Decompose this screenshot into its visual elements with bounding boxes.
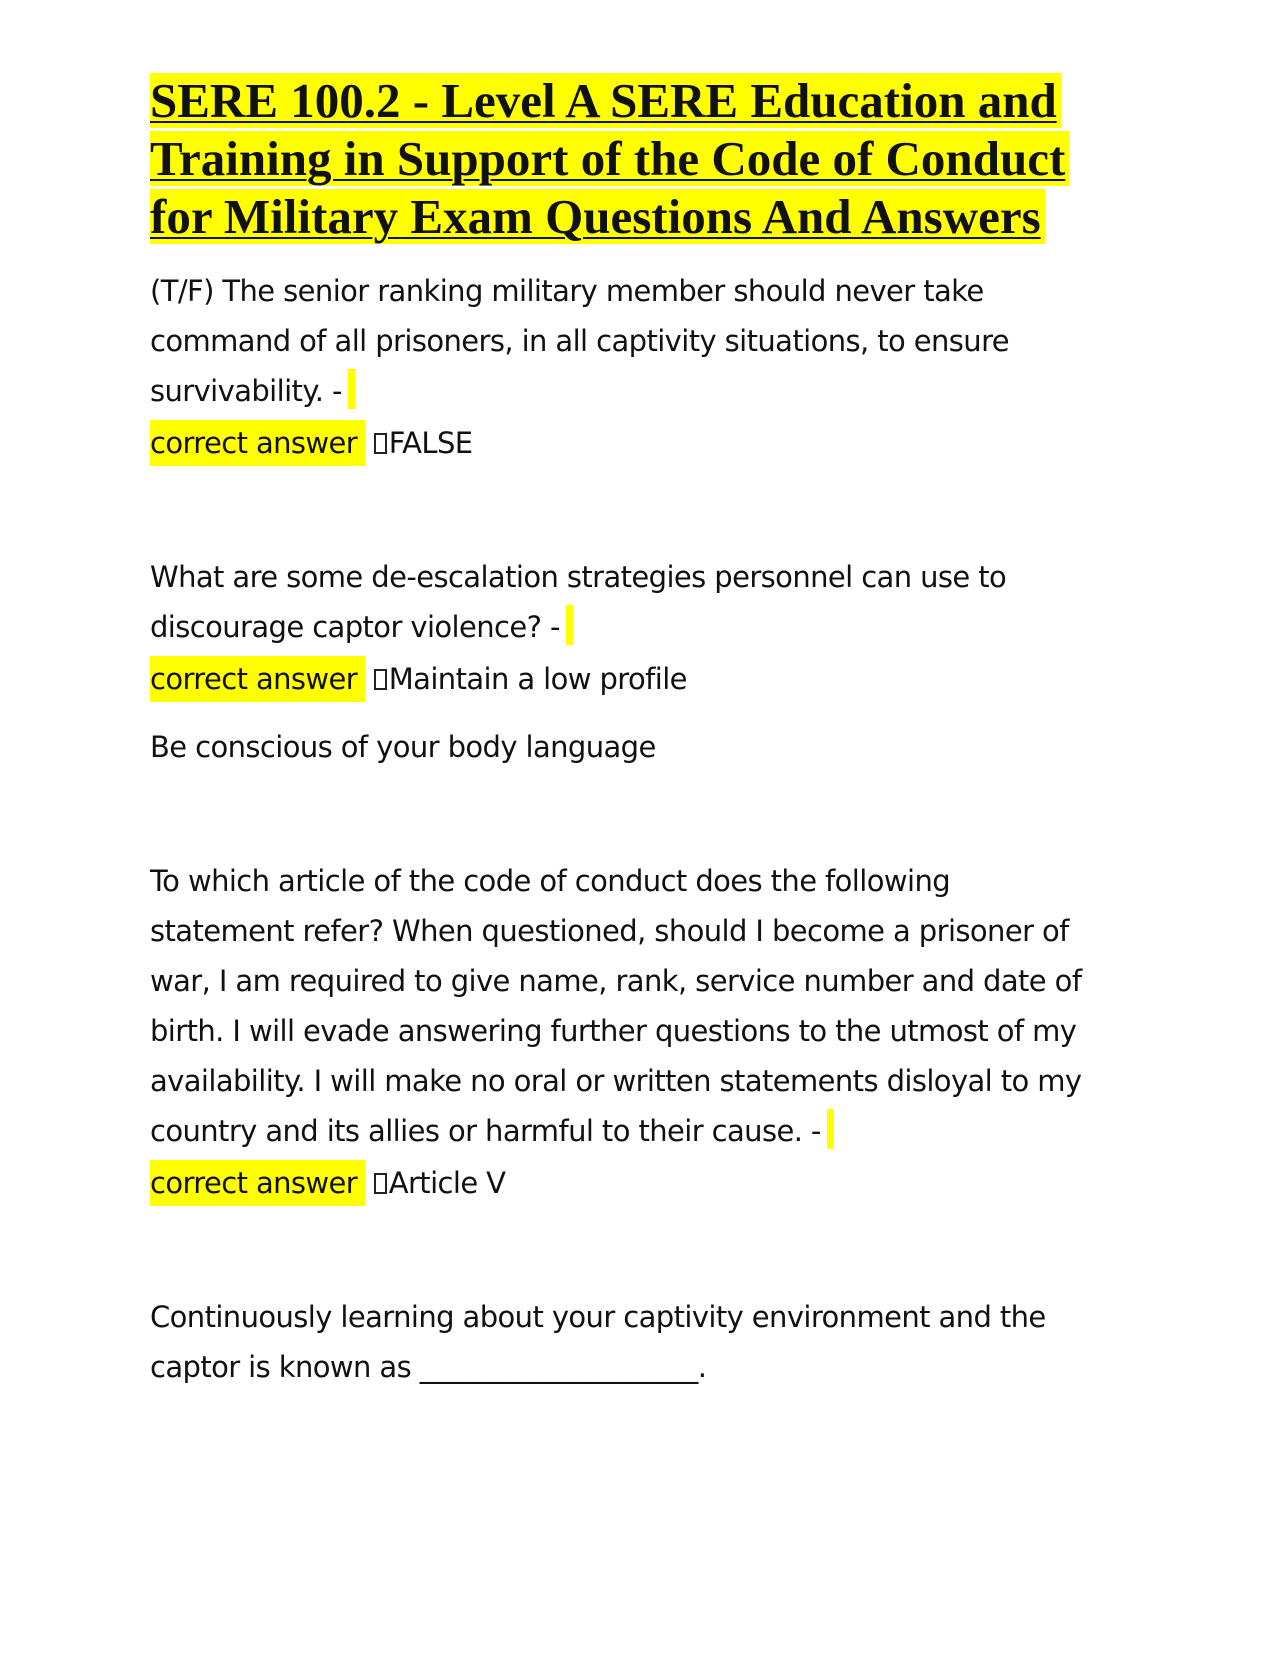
question-1-line-3: survivability. - [150,374,342,408]
question-4-line-1: Continuously learning about your captivity environment and the [150,1300,1046,1334]
question-3-line-2: statement refer? When questioned, should I become a prisoner of [150,914,1069,948]
question-2-line-2: discourage captor violence? - [150,610,560,644]
answer-label: correct answer [150,420,365,466]
question-3-line-4: birth. I will evade answering further questions to the utmost of my [150,1014,1077,1048]
missing-glyph-icon [374,433,387,454]
answer-3 [150,1158,1150,1208]
highlight-marker [827,1109,834,1149]
document-page [150,72,1150,1392]
title-line-1: SERE 100.2 - Level A SERE Education and [150,73,1061,128]
document-title [150,72,1150,246]
missing-glyph-icon [374,1173,387,1194]
qa-item-2 [150,552,1150,772]
highlight-marker [566,605,573,645]
answer-label: correct answer [150,1160,365,1206]
answer-label: correct answer [150,656,365,702]
answer-2 [150,654,1150,704]
answer-2-text: Maintain a low profile [388,662,687,696]
spacer [150,468,1150,552]
question-4-line-2: captor is known as ____________________. [150,1350,707,1384]
title-line-2: Training in Support of the Code of Conduct [150,131,1069,186]
spacer [150,1208,1150,1292]
qa-item-3 [150,856,1150,1208]
question-1-line-2: command of all prisoners, in all captivity situations, to ensure [150,324,1010,358]
answer-1-text: FALSE [388,426,473,460]
question-1 [150,266,1150,416]
qa-list [150,266,1150,1392]
question-2 [150,552,1150,652]
answer-2-extra: Be conscious of your body language [150,730,656,764]
question-3-line-5: availability. I will make no oral or written statements disloyal to my [150,1064,1082,1098]
answer-1 [150,418,1150,468]
question-3-line-1: To which article of the code of conduct does the following [150,864,951,898]
question-2-line-1: What are some de-escalation strategies personnel can use to [150,560,1007,594]
question-1-line-1: (T/F) The senior ranking military member should never take [150,274,984,308]
missing-glyph-icon [374,669,387,690]
title-line-3: for Military Exam Questions And Answers [150,189,1045,244]
question-4 [150,1292,1150,1392]
qa-item-4 [150,1292,1150,1392]
question-3 [150,856,1150,1156]
question-3-line-3: war, I am required to give name, rank, service number and date of [150,964,1082,998]
question-3-line-6: country and its allies or harmful to their cause. - [150,1114,821,1148]
answer-3-text: Article V [388,1166,506,1200]
spacer [150,772,1150,856]
highlight-marker [348,369,355,409]
qa-item-1 [150,266,1150,468]
